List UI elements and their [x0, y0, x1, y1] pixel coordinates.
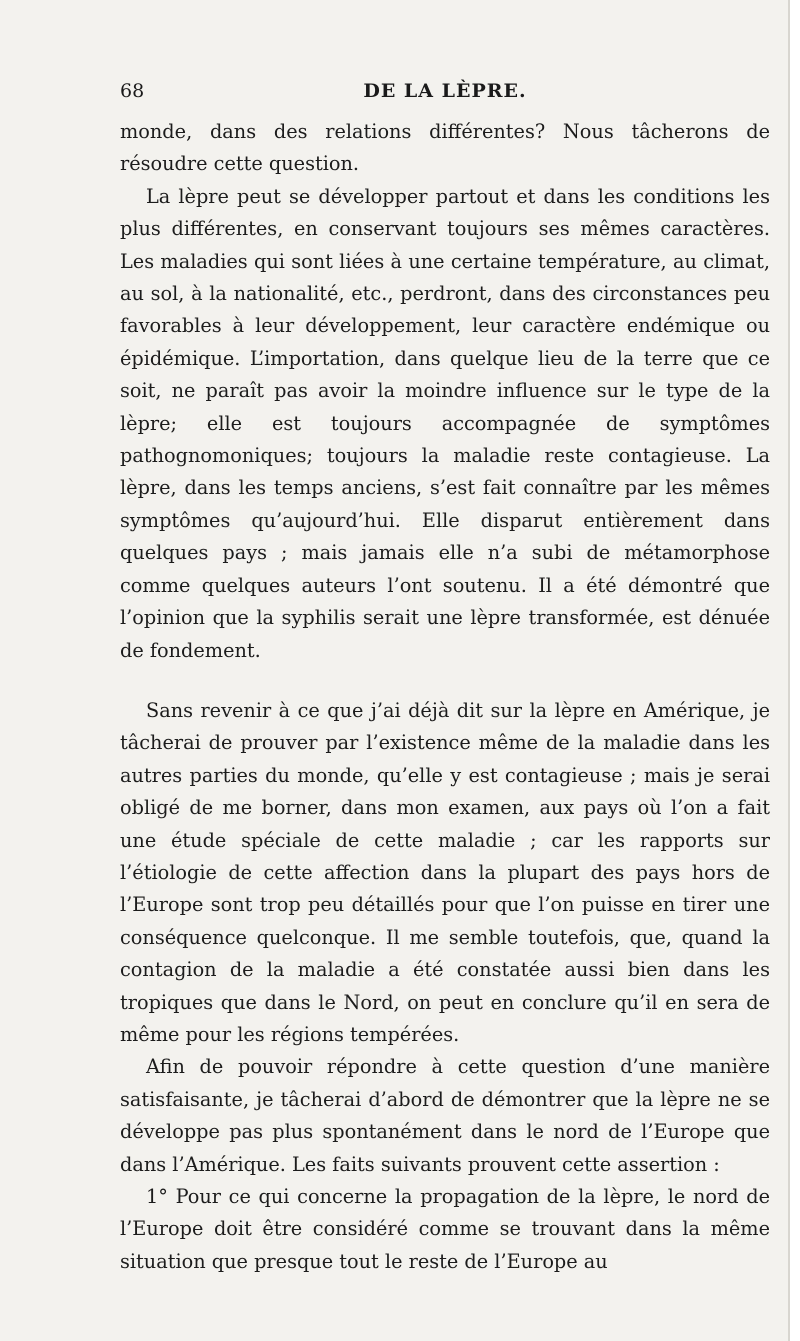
- paragraph-north-europe: Afin de pouvoir répondre à cette question d’une manière satisfaisante, je tâcherai d’abord de démontrer que la lèpre ne se développe pas plus spontanément dans le nord de l’Europe que dans l’Amérique. Les faits suivants prouvent cette assertion :: [120, 1055, 770, 1176]
- page-edge: [790, 0, 800, 1341]
- paragraph-contagion-proof: Sans revenir à ce que j’ai déjà dit sur la lèpre en Amérique, je tâcherai de prouver par l’existence même de la maladie dans les autres parties du monde, qu’elle y est contagieuse ; mais je serai obligé de me borner, dans mon examen, aux pays où l’on a fait une étude spéciale de cette maladie ; car les rapports sur l’étiologie de cette affection dans la plupart des pays hors de l’Europe sont trop peu détaillés pour que l’on puisse en tirer une conséquence quelconque. Il me semble toutefois, que, quand la contagion de la maladie a été constatée aussi bien dans les tropiques que dans le Nord, on peut en conclure qu’il en sera de même pour les régions tempérées.: [120, 698, 770, 1046]
- paragraph-lepre-conditions: La lèpre peut se développer partout et dans les conditions les plus différentes, en conservant toujours ses mêmes caractères. Les maladies qui sont liées à une certaine température, au climat, au sol, à la nationalité, etc., perdront, dans des circonstances peu favorables à leur développement, leur caractère endémique ou épidémique. L’importation, dans quelque lieu de la terre que ce soit, ne paraît pas avoir la moindre influence sur le type de la lèpre; elle est toujours accompagnée de symptômes pathognomoniques; toujours la maladie reste contagieuse. La lèpre, dans les temps anciens, s’est fait connaître par les mêmes symptômes qu’aujourd’hui. Elle disparut entièrement dans quelques pays ; mais jamais elle n’a subi de métamorphose comme quelques auteurs l’ont soutenu. Il a été démontré que l’opinion que la syphilis serait une lèpre transformée, est dénuée de fondement.: [120, 184, 770, 662]
- page-title: DE LA LÈPRE.: [363, 80, 527, 102]
- paragraph-continuation: monde, dans des relations différentes? Nous tâcherons de résoudre cette question.: [120, 120, 770, 176]
- body-text: [120, 116, 770, 1278]
- page-number: 68: [120, 80, 145, 102]
- running-head: [120, 80, 770, 110]
- paragraph-point-one: 1° Pour ce qui concerne la propagation de la lèpre, le nord de l’Europe doit être considéré comme se trouvant dans la même situation que presque tout le reste de l’Europe au: [120, 1185, 770, 1273]
